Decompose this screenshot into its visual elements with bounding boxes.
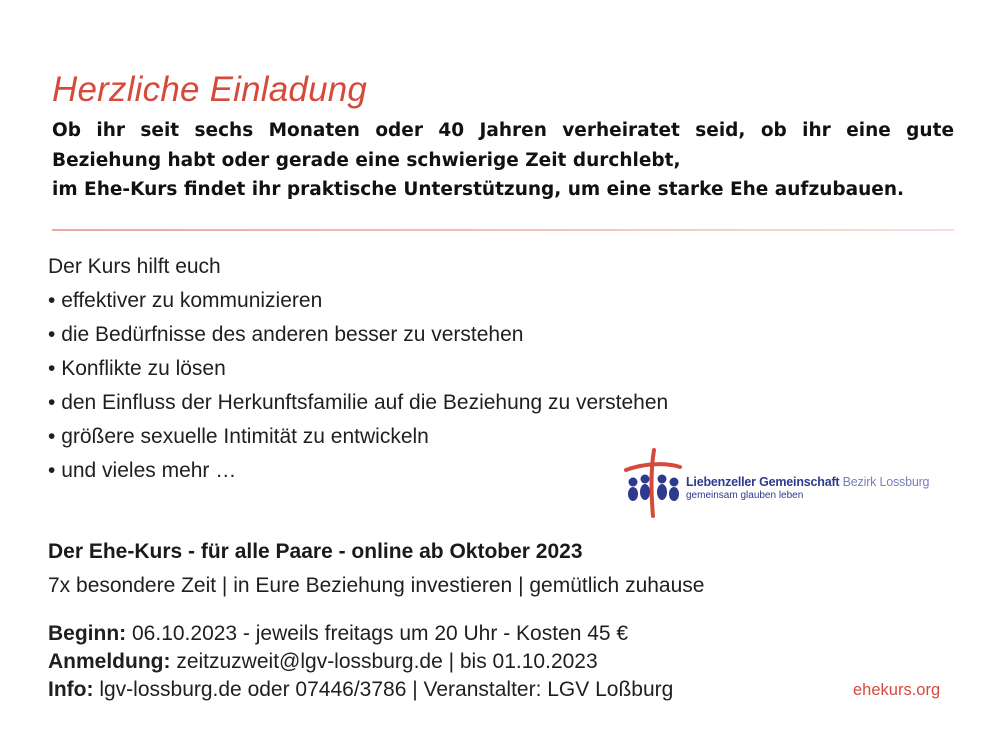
course-subtitle: 7x besondere Zeit | in Eure Beziehung investieren | gemütlich zuhause (48, 574, 705, 597)
detail-value: 06.10.2023 - jeweils freitags um 20 Uhr - Kosten 45 € (132, 622, 629, 645)
detail-value: lgv-lossburg.de oder 07446/3786 | Veranstalter: LGV Loßburg (99, 678, 674, 701)
logo-wordmark (686, 475, 929, 489)
detail-value: zeitzuzweit@lgv-lossburg.de | bis 01.10.2023 (176, 650, 598, 673)
benefit-item: • den Einfluss der Herkunftsfamilie auf die Beziehung zu verstehen (48, 386, 668, 420)
course-intro: Der Kurs hilft euch (48, 255, 221, 278)
course-benefits (48, 250, 668, 488)
liebenzeller-logo (624, 448, 964, 518)
invitation-heading: Herzliche Einladung (52, 70, 368, 109)
detail-row-info (48, 676, 673, 704)
detail-row-registration (48, 648, 673, 676)
event-details (48, 620, 673, 704)
benefit-item: • Konflikte zu lösen (48, 352, 668, 386)
logo-district: Bezirk Lossburg (842, 475, 930, 489)
detail-label: Beginn: (48, 622, 127, 645)
detail-row-start (48, 620, 673, 648)
section-divider (52, 229, 954, 231)
logo-name: Liebenzeller Gemeinschaft (686, 475, 840, 489)
cross-people-icon (624, 448, 684, 518)
benefit-item: • und vieles mehr … (48, 454, 668, 488)
intro-line-3: im Ehe-Kurs findet ihr praktische Unterstützung, um eine starke Ehe aufzubauen. (52, 179, 905, 200)
intro-paragraph (52, 116, 954, 205)
benefit-item: • effektiver zu kommunizieren (48, 284, 668, 318)
benefit-item: • die Bedürfnisse des anderen besser zu verstehen (48, 318, 668, 352)
benefit-list (48, 284, 668, 488)
course-title: Der Ehe-Kurs - für alle Paare - online ab Oktober 2023 (48, 540, 583, 563)
benefit-item: • größere sexuelle Intimität zu entwickeln (48, 420, 668, 454)
detail-label: Anmeldung: (48, 650, 171, 673)
logo-tagline: gemeinsam glauben leben (686, 490, 804, 501)
website-link[interactable]: ehekurs.org (853, 681, 941, 699)
detail-label: Info: (48, 678, 94, 701)
intro-line-2: Beziehung habt oder gerade eine schwierige Zeit durchlebt, (52, 149, 681, 171)
intro-line-1: Ob ihr seit sechs Monaten oder 40 Jahren verheiratet seid, ob ihr eine gute (52, 120, 954, 141)
